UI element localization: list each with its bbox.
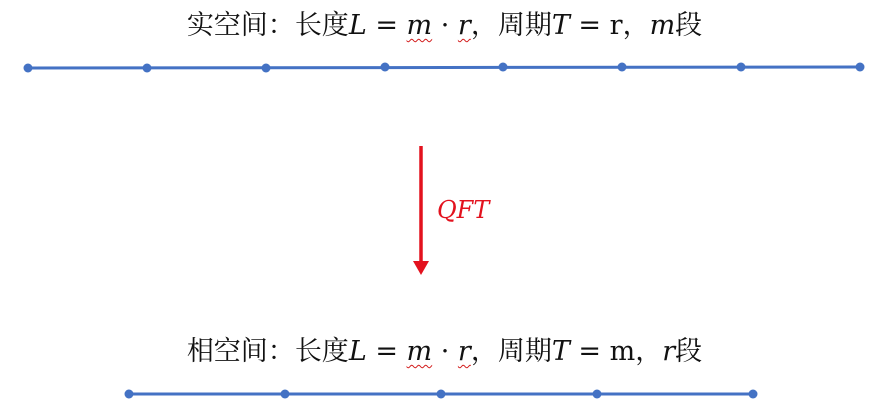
phase-space-label: 相空间： (186, 336, 295, 367)
m-var: m (406, 10, 433, 41)
m-var: m (406, 336, 433, 367)
comma: ， (470, 336, 498, 367)
segments-label: 段 (675, 336, 703, 367)
r-var: r (457, 10, 471, 41)
dot-operator: · (432, 10, 458, 41)
period-label: 周期 (497, 336, 552, 367)
phase-space-node (125, 390, 134, 399)
segments-label: 段 (675, 10, 703, 41)
period-var: T (551, 336, 570, 367)
period-value: m (609, 336, 636, 367)
real-space-node (381, 63, 390, 72)
real-space-node (143, 64, 152, 73)
length-label: 长度 (294, 336, 349, 367)
segments-var: m (649, 10, 676, 41)
real-space-node (737, 63, 746, 72)
equals-sign: = (366, 336, 407, 367)
period-var: T (551, 10, 570, 41)
comma: ， (635, 336, 663, 367)
real-space-node (856, 63, 865, 72)
comma: ， (622, 10, 650, 41)
real-space-node (24, 64, 33, 73)
real-space-line (28, 67, 860, 68)
r-var: r (457, 336, 471, 367)
length-label: 长度 (294, 10, 349, 41)
real-space-node (499, 63, 508, 72)
real-space-node (618, 63, 627, 72)
comma: ， (470, 10, 498, 41)
equals-sign: = (366, 10, 407, 41)
equals-sign: = (569, 336, 610, 367)
phase-space-node (437, 390, 446, 399)
phase-space-lattice (125, 390, 758, 399)
qft-arrow (413, 146, 429, 275)
real-space-node (262, 64, 271, 73)
period-value: r (609, 10, 623, 41)
phase-space-node (593, 390, 602, 399)
real-space-lattice (24, 63, 865, 73)
real-space-label: 实空间： (186, 10, 295, 41)
qft-label: QFT (437, 196, 490, 224)
period-label: 周期 (497, 10, 552, 41)
dot-operator: · (432, 336, 458, 367)
length-var: L (348, 10, 367, 41)
phase-space-node (749, 390, 758, 399)
length-var: L (348, 336, 367, 367)
equals-sign: = (569, 10, 610, 41)
phase-space-node (281, 390, 290, 399)
segments-var: r (662, 336, 676, 367)
